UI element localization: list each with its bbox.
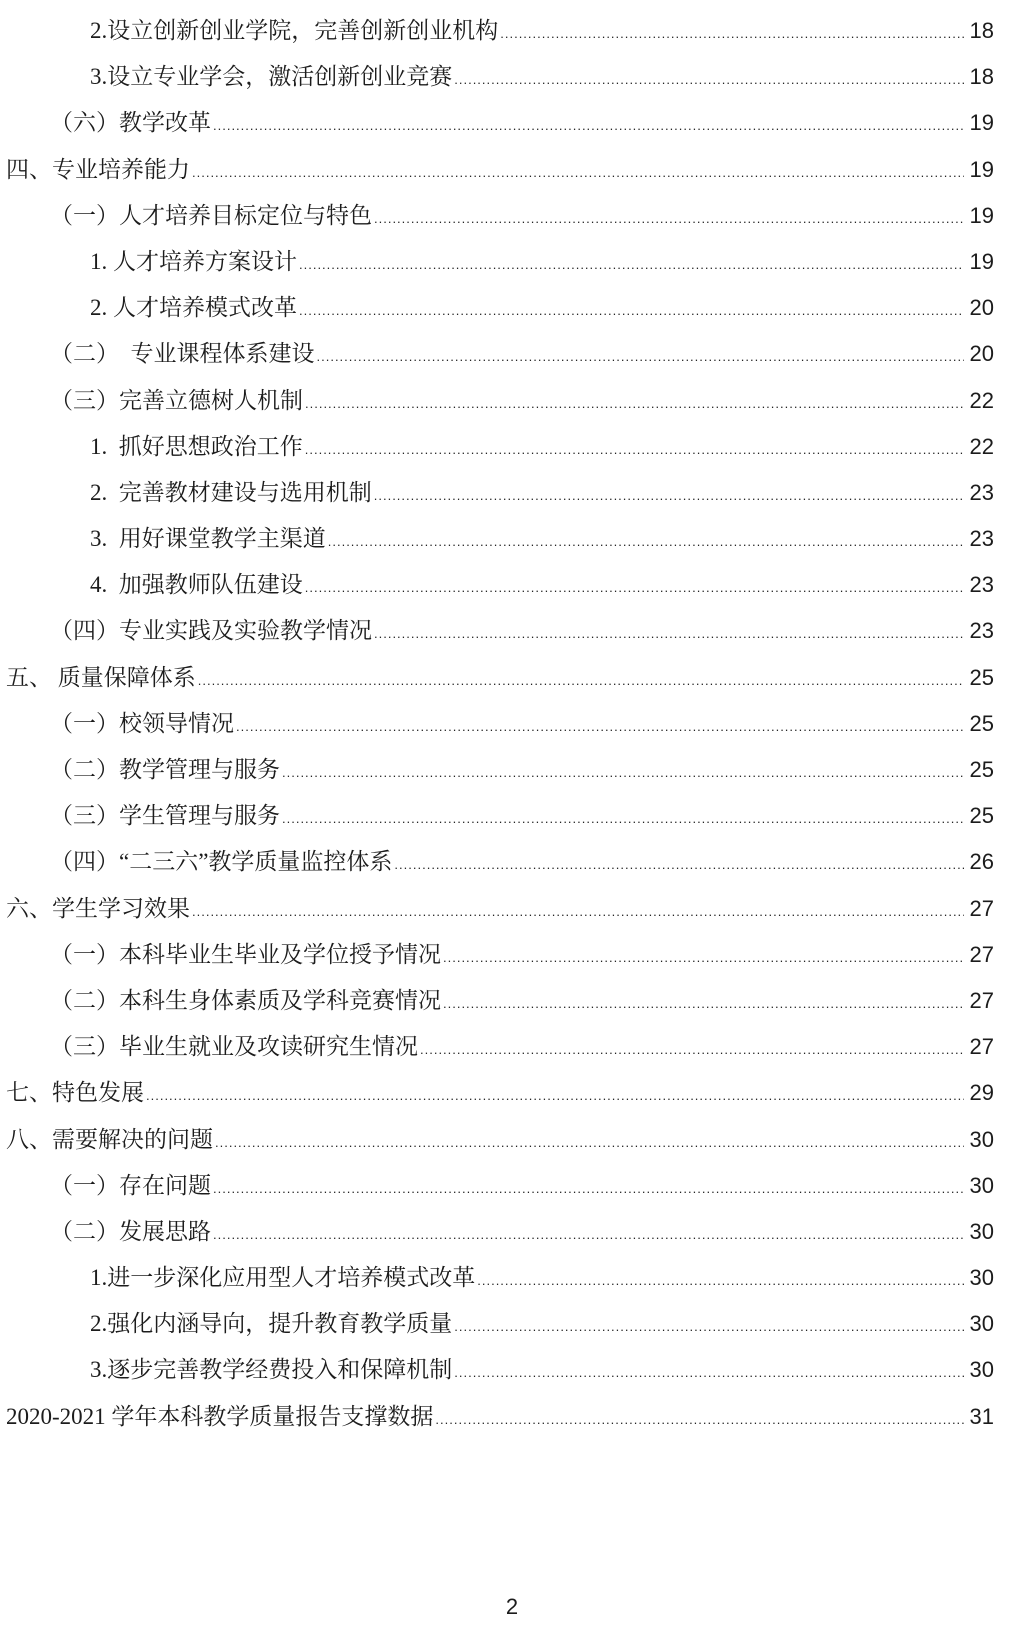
toc-entry	[6, 793, 994, 839]
toc-entry-title: 4. 加强教师队伍建设	[90, 572, 303, 598]
dot-leader	[374, 611, 964, 654]
toc-entry-page: 19	[969, 110, 994, 136]
toc-entry-title: （二） 专业课程体系建设	[50, 341, 315, 367]
toc-entry	[6, 932, 994, 978]
dot-leader	[282, 750, 964, 793]
toc-entry	[6, 331, 994, 377]
dot-leader	[236, 704, 964, 747]
toc-entry-title: 2. 完善教材建设与选用机制	[90, 479, 372, 505]
toc-entry	[6, 8, 994, 54]
toc-entry-page: 20	[969, 341, 994, 367]
toc-entry-page: 23	[969, 526, 994, 552]
toc-entry	[6, 1347, 994, 1393]
toc-entry-page: 25	[969, 757, 994, 782]
dot-leader	[454, 57, 964, 100]
toc-entry-page: 20	[969, 295, 994, 321]
toc-entry-page: 30	[969, 1126, 994, 1152]
dot-leader	[443, 981, 964, 1024]
dot-leader	[477, 1258, 964, 1301]
toc-entry-page: 23	[969, 618, 994, 644]
toc-entry-page: 22	[969, 433, 994, 459]
toc-entry-title: 2.强化内涵导向，提升教育教学质量	[90, 1311, 453, 1337]
toc-entry-page: 19	[969, 156, 994, 182]
toc-entry-title: 八、需要解决的问题	[6, 1126, 213, 1152]
dot-leader	[305, 427, 964, 470]
toc-entry-page: 27	[969, 1034, 994, 1060]
dot-leader	[299, 242, 964, 285]
dot-leader	[213, 1166, 964, 1209]
toc-entry	[6, 747, 994, 793]
toc-entry-page: 25	[969, 803, 994, 829]
toc-entry-title: （二）发展思路	[50, 1218, 211, 1244]
toc-entry-page: 19	[969, 248, 994, 274]
dot-leader	[213, 1212, 964, 1255]
toc-entry-page: 27	[969, 895, 994, 921]
toc-entry	[6, 608, 994, 654]
toc-entry-page: 23	[969, 572, 994, 598]
toc-entry-title: （三）完善立德树人机制	[50, 387, 303, 413]
toc-entry-title: 3. 用好课堂教学主渠道	[90, 526, 326, 552]
toc-entry-page: 18	[969, 18, 994, 43]
toc-entry	[6, 1209, 994, 1255]
toc-entry-page: 25	[969, 710, 994, 736]
toc-entry	[6, 1394, 994, 1440]
toc-entry	[6, 1024, 994, 1070]
toc-entry	[6, 1070, 994, 1116]
toc-entry-page: 29	[969, 1080, 994, 1106]
toc-entry-title: （一）人才培养目标定位与特色	[50, 202, 372, 228]
toc-entry-title: 1.进一步深化应用型人才培养模式改革	[90, 1265, 476, 1291]
toc-entry	[6, 886, 994, 932]
toc-entry-page: 27	[969, 941, 994, 967]
toc-entry-title: （一）存在问题	[50, 1172, 211, 1198]
dot-leader	[443, 935, 964, 978]
toc-entry-title: （二）教学管理与服务	[50, 757, 280, 782]
toc-entry-title: （四）专业实践及实验教学情况	[50, 618, 372, 644]
toc-entry	[6, 1301, 994, 1347]
toc-entry-page: 30	[969, 1218, 994, 1244]
toc-entry	[6, 1117, 994, 1163]
toc-entry-title: 1. 人才培养方案设计	[90, 248, 297, 274]
dot-leader	[328, 519, 964, 562]
toc-entry-title: （三）毕业生就业及攻读研究生情况	[50, 1034, 418, 1060]
toc-entry-title: 2.设立创新创业学院，完善创新创业机构	[90, 18, 499, 43]
toc-entry	[6, 655, 994, 701]
toc-entry-title: （六）教学改革	[50, 110, 211, 136]
toc-entry	[6, 1255, 994, 1301]
dot-leader	[374, 196, 964, 239]
dot-leader	[305, 565, 964, 608]
toc-entry-page: 27	[969, 987, 994, 1013]
toc-entry-page: 26	[969, 849, 994, 875]
page-number: 2	[505, 1594, 519, 1619]
dot-leader	[420, 1027, 964, 1070]
toc-entry-page: 19	[969, 202, 994, 228]
toc-entry-page: 22	[969, 387, 994, 413]
toc-entry-page: 23	[969, 479, 994, 505]
toc-entry	[6, 285, 994, 331]
toc-entry	[6, 1163, 994, 1209]
toc-entry-page: 30	[969, 1265, 994, 1291]
table-of-contents	[6, 8, 994, 1440]
toc-entry-title: 五、 质量保障体系	[6, 664, 196, 690]
dot-leader	[198, 658, 964, 701]
dot-leader	[305, 381, 964, 424]
toc-entry-title: （一）校领导情况	[50, 710, 234, 736]
toc-entry-title: （二）本科生身体素质及学科竞赛情况	[50, 987, 441, 1013]
toc-entry-title: （一）本科毕业生毕业及学位授予情况	[50, 941, 441, 967]
dot-leader	[146, 1073, 964, 1116]
toc-entry	[6, 562, 994, 608]
toc-entry	[6, 239, 994, 285]
toc-entry	[6, 839, 994, 885]
toc-entry-page: 25	[969, 664, 994, 690]
dot-leader	[317, 334, 965, 377]
toc-entry-page: 30	[969, 1172, 994, 1198]
dot-leader	[374, 473, 964, 516]
dot-leader	[282, 796, 964, 839]
toc-entry-title: 六、学生学习效果	[6, 895, 190, 921]
dot-leader	[500, 11, 964, 54]
toc-entry-title: （四）“二三六”教学质量监控体系	[50, 849, 393, 875]
toc-entry	[6, 516, 994, 562]
toc-entry	[6, 147, 994, 193]
toc-entry	[6, 378, 994, 424]
dot-leader	[213, 103, 964, 146]
toc-entry-title: 3.设立专业学会，激活创新创业竞赛	[90, 64, 453, 90]
toc-entry	[6, 978, 994, 1024]
toc-entry-title: （三）学生管理与服务	[50, 803, 280, 829]
toc-entry-title: 3.逐步完善教学经费投入和保障机制	[90, 1357, 453, 1383]
toc-entry-title: 四、专业培养能力	[6, 156, 190, 182]
toc-entry	[6, 470, 994, 516]
toc-entry-page: 31	[969, 1403, 994, 1429]
dot-leader	[435, 1397, 964, 1440]
toc-entry	[6, 424, 994, 470]
dot-leader	[394, 842, 964, 885]
toc-entry	[6, 701, 994, 747]
dot-leader	[299, 288, 964, 331]
toc-entry	[6, 100, 994, 146]
dot-leader	[192, 150, 964, 193]
toc-entry-page: 30	[969, 1311, 994, 1337]
toc-entry-page: 30	[969, 1357, 994, 1383]
toc-entry-title: 七、特色发展	[6, 1080, 144, 1106]
toc-entry-title: 2. 人才培养模式改革	[90, 295, 297, 321]
dot-leader	[454, 1304, 964, 1347]
dot-leader	[215, 1120, 964, 1163]
toc-entry	[6, 54, 994, 100]
toc-entry	[6, 193, 994, 239]
toc-entry-title: 1. 抓好思想政治工作	[90, 433, 303, 459]
toc-entry-page: 18	[969, 64, 994, 90]
page-footer	[0, 1594, 1024, 1620]
dot-leader	[454, 1350, 964, 1393]
toc-entry-title: 2020-2021 学年本科教学质量报告支撑数据	[6, 1403, 434, 1429]
dot-leader	[192, 889, 964, 932]
